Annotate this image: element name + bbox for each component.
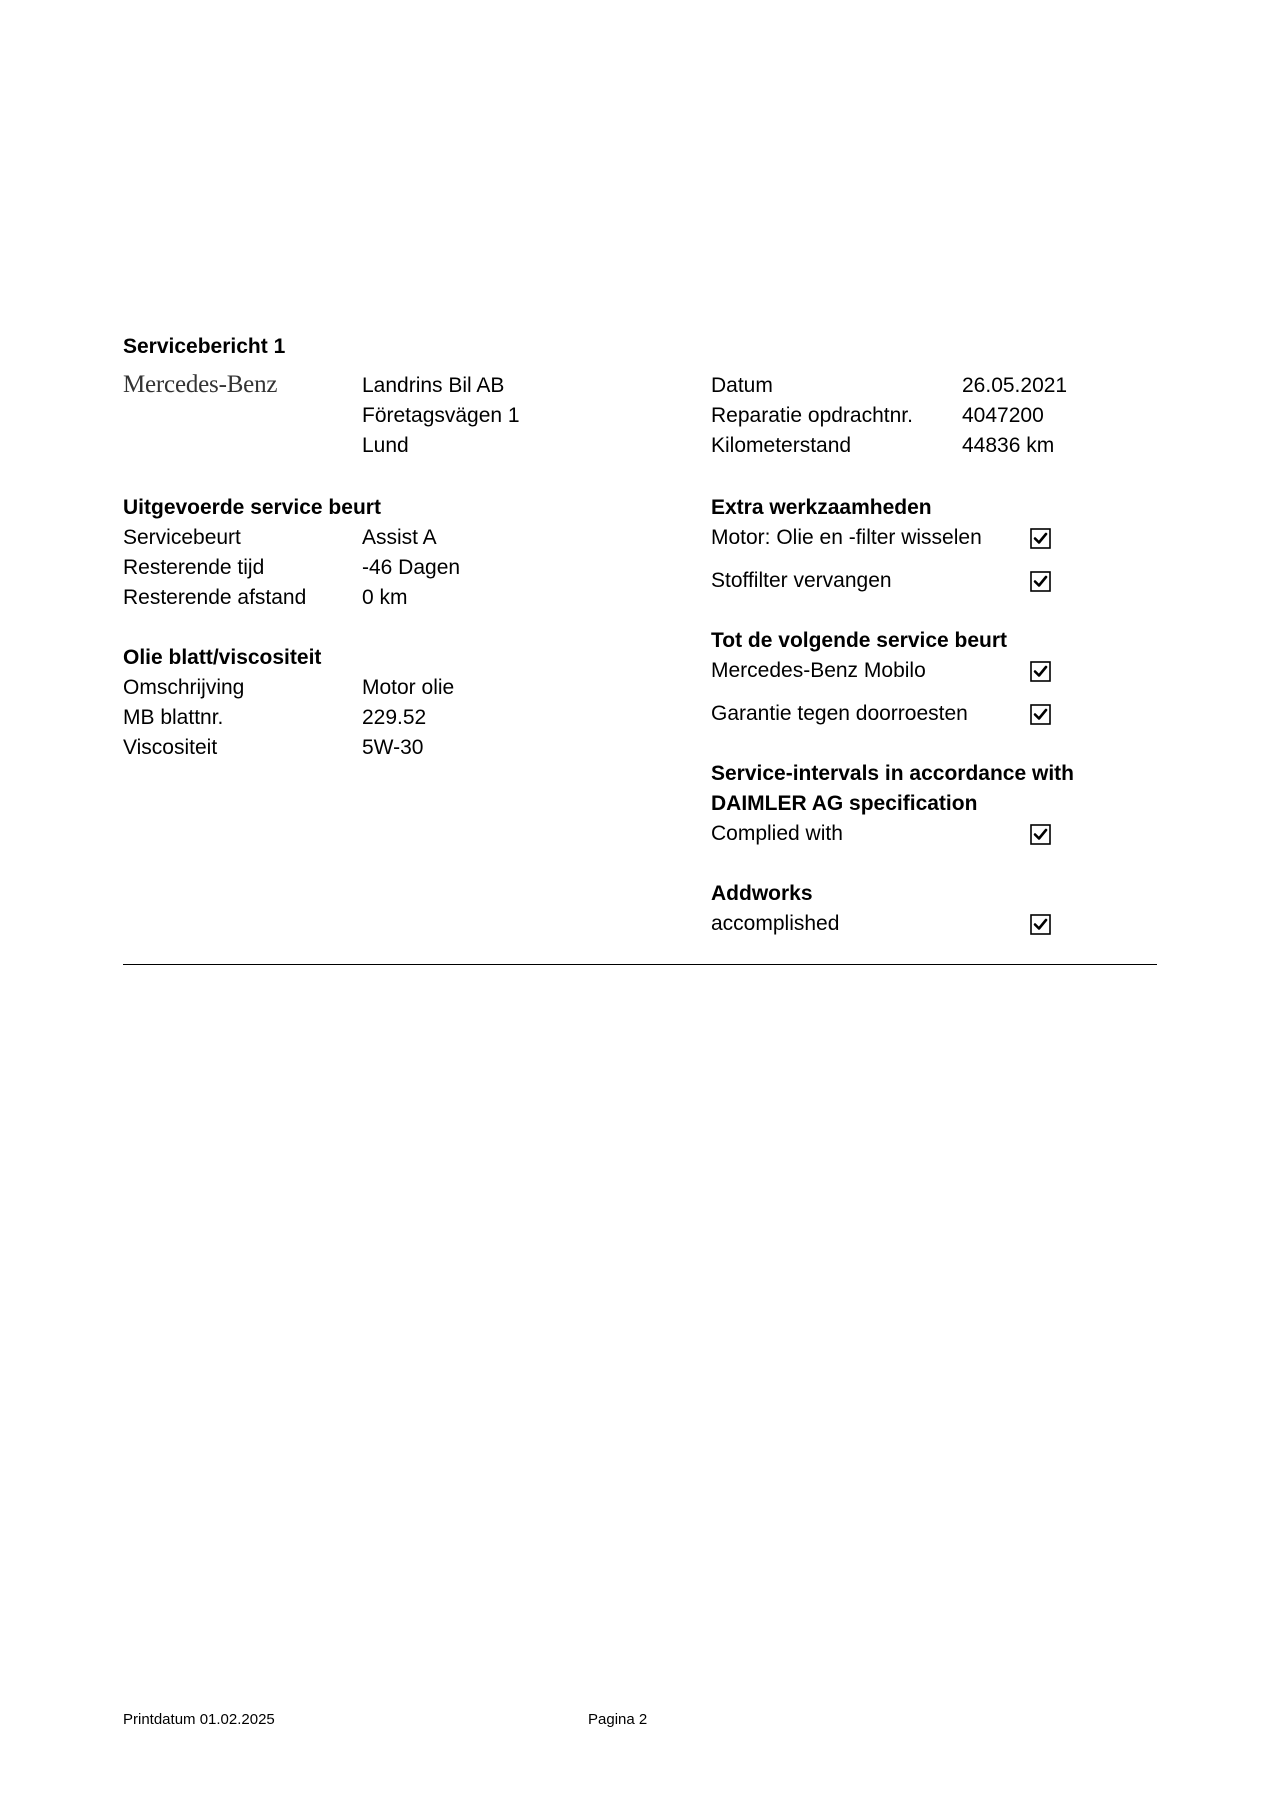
checklist-item — [711, 656, 1157, 686]
row-label: Resterende tijd — [123, 556, 265, 579]
checkbox-checked-icon — [1030, 914, 1051, 935]
checkbox-checked-icon — [1030, 571, 1051, 592]
detail-row-mileage — [711, 431, 1157, 461]
oil-row — [123, 673, 683, 703]
row-value: -46 Dagen — [362, 556, 461, 579]
service-heading: Uitgevoerde service beurt — [123, 496, 381, 519]
page-number: Pagina 2 — [588, 1711, 648, 1728]
service-intervals-heading: Service-intervals in accordance with DAIMLER AG specification — [711, 762, 1074, 815]
service-row — [123, 523, 683, 553]
service-row — [123, 583, 683, 613]
row-label: Servicebeurt — [123, 526, 241, 549]
row-label: Resterende afstand — [123, 586, 307, 609]
service-block — [123, 493, 683, 613]
oil-row — [123, 733, 683, 763]
checkbox-checked-icon — [1030, 661, 1051, 682]
checklist-label: accomplished — [711, 912, 840, 935]
detail-value: 4047200 — [962, 404, 1044, 427]
checklist-label: Motor: Olie en -filter wisselen — [711, 526, 982, 549]
detail-label: Datum — [711, 374, 773, 397]
dealer-city: Lund — [362, 434, 409, 457]
report-title: Servicebericht 1 — [123, 335, 286, 358]
checklist-label: Complied with — [711, 822, 843, 845]
oil-row — [123, 703, 683, 733]
checklist-item — [711, 699, 1157, 729]
row-value: 5W-30 — [362, 736, 424, 759]
checkbox-checked-icon — [1030, 704, 1051, 725]
detail-value: 44836 km — [962, 434, 1055, 457]
extra-work-heading: Extra werkzaamheden — [711, 496, 932, 519]
right-column — [711, 493, 1157, 939]
checklist-item — [711, 523, 1157, 553]
mercedes-benz-logo: Mercedes-Benz — [123, 371, 278, 398]
extra-work-section — [711, 493, 1157, 596]
row-value: Assist A — [362, 526, 437, 549]
row-value: 229.52 — [362, 706, 427, 729]
checklist-item — [711, 819, 1157, 849]
print-date: Printdatum 01.02.2025 — [123, 1711, 275, 1728]
addworks-heading: Addworks — [711, 882, 813, 905]
row-label: Viscositeit — [123, 736, 218, 759]
oil-heading: Olie blatt/viscositeit — [123, 646, 322, 669]
service-intervals-section — [711, 759, 1157, 849]
checkbox-checked-icon — [1030, 824, 1051, 845]
detail-label: Reparatie opdrachtnr. — [711, 404, 913, 427]
oil-block — [123, 643, 683, 763]
row-label: Omschrijving — [123, 676, 245, 699]
dealer-address — [362, 371, 520, 461]
checklist-label: Mercedes-Benz Mobilo — [711, 659, 926, 682]
detail-row-date — [711, 371, 1157, 401]
row-value: 0 km — [362, 586, 408, 609]
row-label: MB blattnr. — [123, 706, 224, 729]
checkbox-checked-icon — [1030, 528, 1051, 549]
report-details — [711, 371, 1157, 461]
dealer-name: Landrins Bil AB — [362, 374, 505, 397]
checklist-item — [711, 909, 1157, 939]
service-row — [123, 553, 683, 583]
detail-value: 26.05.2021 — [962, 374, 1068, 397]
checklist-item — [711, 566, 1157, 596]
detail-row-order-number — [711, 401, 1157, 431]
next-service-section — [711, 626, 1157, 729]
section-divider — [123, 964, 1157, 965]
left-column — [123, 493, 683, 763]
next-service-heading: Tot de volgende service beurt — [711, 629, 1008, 652]
dealer-street: Företagsvägen 1 — [362, 404, 520, 427]
detail-label: Kilometerstand — [711, 434, 852, 457]
row-value: Motor olie — [362, 676, 455, 699]
checklist-label: Stoffilter vervangen — [711, 569, 892, 592]
addworks-section — [711, 879, 1157, 939]
checklist-label: Garantie tegen doorroesten — [711, 702, 968, 725]
